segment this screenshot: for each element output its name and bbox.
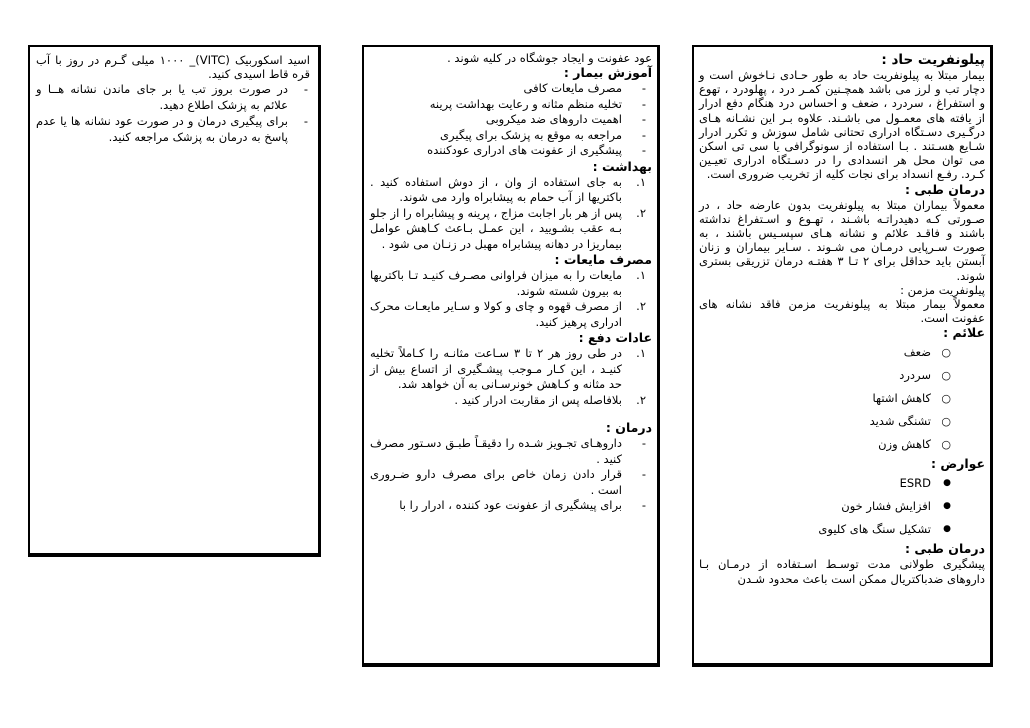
list-item: - داروهـای تجـویز شـده را دقیقـاً طبـق دسـتور مصرف کنید . — [370, 436, 652, 467]
medical-treatment-heading: درمان طبی : — [905, 181, 985, 197]
hygiene-list — [370, 175, 652, 253]
followup-list — [36, 81, 310, 145]
chronic-pyelonephritis-text: معمولاً بیمار مبتلا به پیلونفریت مزمن فاقد نشانه های عفونت است. — [699, 297, 985, 326]
list-item: - تخلیه منظم مثانه و رعایت بهداشت پرینه — [370, 97, 652, 113]
item-text: بلافاصله پس از مقاربت ادرار کنید . — [454, 392, 622, 407]
item-text: از مصرف قهوه و چای و کولا و سـایر مایعـات محرک ادراری پرهیز کنید. — [370, 299, 622, 329]
list-item: - برای پیشگیری از عفونت عود کننده ، ادرار را با — [370, 498, 652, 514]
item-number: ۱. — [636, 268, 646, 283]
list-item: ● افزایش فشار خون — [699, 495, 985, 518]
voiding-list — [370, 346, 652, 408]
item-number: ۲. — [636, 299, 646, 314]
list-item: - اهمیت داروهای ضد میکروبی — [370, 112, 652, 128]
complications-list — [699, 472, 985, 541]
panel-right — [692, 45, 993, 667]
list-item — [370, 299, 652, 330]
item-number: ۱. — [636, 346, 646, 361]
list-item — [370, 206, 652, 253]
list-item: - قرار دادن زمان خاص برای مصرف دارو ضـروری است . — [370, 467, 652, 498]
item-number: ۱. — [636, 174, 646, 189]
item-text: در طی روز هر ۲ تا ۳ سـاعت مثانـه را کـاملاً تخلیه کنیـد ، این کـار مـوجب پیشـگیری از اتساع بیش از حد مثانه و کـاهش خونرسـانی به آن خواهد شد. — [370, 346, 623, 392]
item-text: مایعات را به میزان فراوانی مصـرف کنیـد تـا باکتریها به بیرون شسته شوند. — [370, 268, 622, 298]
item-text: پس از هر بار اجابت مزاج ، پرینه و پیشابراه را از جلو بـه عقب بشـویید ، این عمـل بـاعث کـاهش عوامل بیماریزا در دهانه پیشابراه مهبل در زنـان می شود . — [370, 205, 622, 251]
list-item — [370, 393, 652, 409]
list-item — [370, 268, 652, 299]
fluids-heading: مصرف مایعات : — [554, 252, 652, 268]
complications-heading: عوارض : — [930, 456, 985, 472]
medical-treatment-text: معمولاً بیماران مبتلا به پیلونفریت بدون عارضه حاد ، در صـورتی کـه دهیدراتـه باشـند ، تهـوع و اسـتفراغ نداشته باشند و فاقـد علائم و نشانه هـای سپسـیس باشند ، به صورت سـرپایی درمـان می شـوند . سـایر بیماران و زنان آبستن باید حداقل برای ۲ تـا ۳ هفتـه درمان تزریقی بستری شوند. — [699, 197, 985, 283]
list-item: ○ تشنگی شدید — [699, 410, 985, 433]
education-list — [370, 81, 652, 159]
list-item: ○ ضعف — [699, 341, 985, 364]
list-item: - مراجعه به موقع به پزشک برای پیگیری — [370, 128, 652, 144]
list-item: ○ کاهش وزن — [699, 433, 985, 456]
signs-list — [699, 341, 985, 456]
list-item: - مصرف مایعات کافی — [370, 81, 652, 97]
panel-middle — [362, 45, 660, 667]
list-item: - برای پیگیری درمان و در صورت عود نشانه ها یا عدم پاسخ به درمان به پزشک مراجعه کنید. — [36, 113, 310, 145]
list-item: ● ESRD — [699, 472, 985, 495]
panel-left — [28, 45, 321, 557]
list-item: - در صورت بروز تب یا بر جای ماندن نشانه هــا و علائم به پزشک اطلاع دهید. — [36, 81, 310, 113]
list-item: ● تشکیل سنگ های کلیوی — [699, 518, 985, 541]
education-heading: آموزش بیمار : — [563, 65, 652, 81]
signs-heading: علائم : — [943, 325, 985, 341]
recurrence-text: عود عفونت و ایجاد جوشگاه در کلیه شوند . — [447, 51, 652, 65]
hygiene-heading: بهداشت : — [592, 158, 652, 174]
item-number: ۲. — [636, 392, 646, 407]
item-number: ۲. — [636, 205, 646, 220]
spacer — [370, 408, 652, 420]
list-item — [370, 346, 652, 393]
long-term-treatment-text: پیشگیری طولانی مدت توسـط اسـتفاده از درمـان بـا داروهای ضدباکتریال ممکن است باعث محدود شـدن — [699, 557, 985, 586]
treatment-list — [370, 436, 652, 514]
vitamin-c-text: اسید اسکوربیک (VITC)_ ۱۰۰۰ میلی گـرم در روز با آب قره قاط اسیدی کنید. — [36, 53, 310, 82]
treatment-heading: درمان : — [605, 420, 652, 436]
item-text: به جای استفاده از وان ، از دوش استفاده کنید . باکتریها از آب حمام به پیشابراه وارد می شوند. — [370, 174, 622, 205]
acute-pyelonephritis-text: بیمار مبتلا به پیلونفریت حاد به طور حـادی نـاخوش است و دچار تب و لرز می باشد همچـنین کمـر درد ، پهلودرد ، تهوع و استفراغ ، سردرد ، ضعف و احساس درد هنگام دفع ادرار از یافته های معمـول می باشـند. علاوه بـر این نشـانه هـای درگـیری دسـتگاه ادراری تحتانی شامل سوزش و تکرر ادرار شـایع هسـتند . بـا استفاده از سونوگرافی یا سی تی اسکن می توان محل هر انسدادی را در دسـتگاه ادراری تعیـین کـرد. رفـع انسداد برای نجات کلیه از تخریب ضروری است. — [699, 68, 985, 182]
acute-pyelonephritis-heading: پیلونفریت حاد : — [881, 52, 985, 68]
list-item: ○ سردرد — [699, 364, 985, 387]
fluids-list — [370, 268, 652, 330]
chronic-pyelonephritis-label: پیلونفریت مزمن : — [900, 282, 985, 297]
list-item — [370, 175, 652, 206]
voiding-heading: عادات دفع : — [578, 330, 652, 346]
long-term-treatment-heading: درمان طبی : — [905, 541, 985, 557]
list-item: ○ کاهش اشتها — [699, 387, 985, 410]
list-item: - پیشگیری از عفونت های ادراری عودکننده — [370, 143, 652, 159]
